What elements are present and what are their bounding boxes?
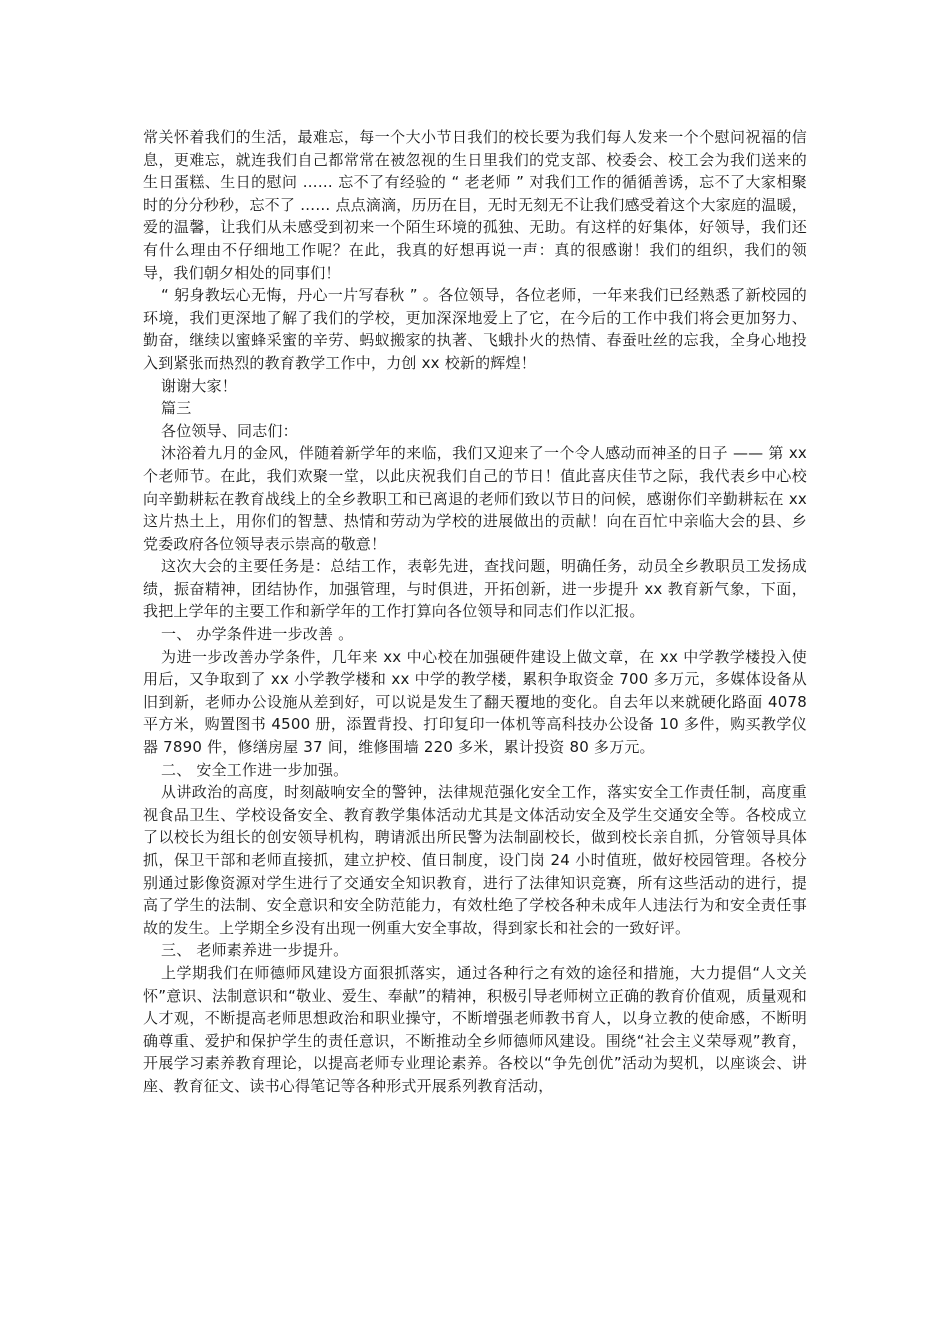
- heading-safety-work: 二、 安全工作进一步加强。: [161, 760, 349, 779]
- paragraph-safety-work: 从讲政治的高度，时刻敲响安全的警钟，法律规范强化安全工作，落实安全工作责任制，高度重视食品卫生、学校设备安全、教育教学集体活动尤其是文体活动安全及学生交通安全等。各校成立了以校长为组长的创安领导机构，聘请派出所民警为法制副校长，做到校长亲自抓，分管领导具体抓，保卫干部和老师直接抓，建立护校、值日制度，设门岗 24 小时值班，做好校园管理。各校分别通过影像资源对学生进行了交通安全知识教育，进行了法律知识竞赛，所有这些活动的进行，提高了学生的法制、安全意识和安全防范能力，有效杜绝了学校各种未成年人违法行为和安全责任事故的发生。上学期全乡没有出现一例重大安全事故，得到家长和社会的一致好评。: [143, 783, 807, 937]
- paragraph-thanks: 谢谢大家！: [161, 376, 238, 395]
- paragraph-main-tasks: 这次大会的主要任务是：总结工作，表彰先进，查找问题，明确任务，动员全乡教职员工发扬成绩，振奋精神，团结协作，加强管理，与时俱进，开拓创新，进一步提升 xx 教育新气象，下面，我把上学年的主要工作和新学年的工作打算向各位领导和同志们作以汇报。: [143, 557, 807, 621]
- heading-teacher-quality: 三、 老师素养进一步提升。: [161, 941, 349, 960]
- paragraph-gratitude: 常关怀着我们的生活，最难忘，每一个大小节日我们的校长要为我们每人发来一个个慰问祝福的信息，更难忘，就连我们自己都常常在被忽视的生日里我们的党支部、校委会、校工会为我们送来的生日蛋糕、生日的慰问 …… 忘不了有经验的 “ 老老师 ” 对我们工作的循循善诱，忘不了大家相聚时的分分秒秒，忘不了 …… 点点滴滴，历历在目，无时无刻无不让我们感受着这个大家庭的温暖，爱的温馨，让我们从未感受到初来一个陌生环境的孤独、无助。有这样的好集体，好领导，我们还有什么理由不仔细地工作呢？在此，我真的好想再说一声：真的很感谢！我们的组织，我们的领导，我们朝夕相处的同事们！: [143, 128, 807, 282]
- paragraph-school-conditions: 为进一步改善办学条件，几年来 xx 中心校在加强硬件建设上做文章，在 xx 中学教学楼投入使用后，又争取到了 xx 小学教学楼和 xx 中学的教学楼，累积争取资金 700 多万元，多媒体设备从旧到新，老师办公设施从差到好，可以说是发生了翻天覆地的变化。自去年以来就硬化路面 4078 平方米，购置图书 4500 册，添置背投、打印复印一体机等高科技办公设备 10 多件，购买教学仪器 7890 件，修缮房屋 37 间，维修围墙 220 多米，累计投资 80 多万元。: [143, 647, 807, 757]
- paragraph-teacher-quality: 上学期我们在师德师风建设方面狠抓落实，通过各种行之有效的途径和措施，大力提倡“人文关怀”意识、法制意识和“敬业、爱生、奉献”的精神，积极引导老师树立正确的教育价值观，质量观和人才观，不断提高老师思想政治和职业操守，不断增强老师教书育人，以身立教的使命感，不断明确尊重、爱护和保护学生的责任意识，不断推动全乡师德师风建设。围绕“社会主义荣辱观”教育，开展学习素养教育理论，以提高老师专业理论素养。各校以“争先创优”活动为契机，以座谈会、讲座、教育征文、读书心得笔记等各种形式开展系列教育活动，: [143, 963, 807, 1095]
- paragraph-pledge: “ 躬身教坛心无悔，丹心一片写春秋 ” 。各位领导，各位老师，一年来我们已经熟悉了新校园的环境，我们更深地了解了我们的学校，更加深深地爱上了它，在今后的工作中我们将会更加努力、勤奋，继续以蜜蜂采蜜的辛劳、蚂蚁搬家的执著、飞蛾扑火的热情、春蚕吐丝的忘我，全身心地投入到紧张而热烈的教育教学工作中，力创 xx 校新的辉煌！: [143, 286, 807, 372]
- paragraph-opening: 沐浴着九月的金风，伴随着新学年的来临，我们又迎来了一个令人感动而神圣的日子 —— 第 xx 个老师节。在此，我们欢聚一堂，以此庆祝我们自己的节日！值此喜庆佳节之际，我代表乡中心校向辛勤耕耘在教育战线上的全乡教职工和已离退的老师们致以节日的问候，感谢你们辛勤耕耘在 xx 这片热土上，用你们的智慧、热情和劳动为学校的进展做出的贡献！向在百忙中亲临大会的县、乡党委政府各位领导表示崇高的敬意！: [143, 444, 807, 553]
- section-title-part-three: 篇三: [161, 399, 192, 418]
- document-body: [143, 126, 807, 1098]
- heading-school-conditions: 一、 办学条件进一步改善 。: [161, 625, 354, 644]
- salutation: 各位领导、同志们：: [161, 421, 298, 440]
